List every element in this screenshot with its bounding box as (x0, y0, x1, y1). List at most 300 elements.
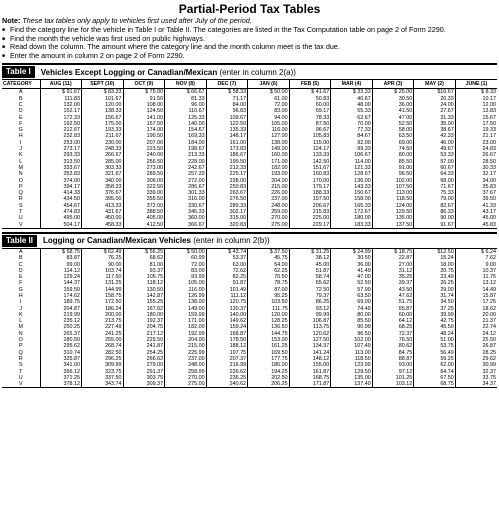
tax-amount-cell: 323.75 (82, 369, 124, 375)
tax-amount-cell: 95.25 (248, 293, 290, 299)
tax-amount-cell: 15.87 (455, 293, 497, 299)
tax-amount-cell: 157.50 (123, 121, 165, 127)
tax-amount-cell: 268.74 (82, 343, 124, 349)
tax-amount-cell: 388.50 (123, 209, 165, 215)
tax-amount-cell: 253.00 (40, 140, 82, 146)
tax-amount-cell: 180.00 (123, 312, 165, 318)
tax-amount-cell: 159.24 (206, 324, 248, 330)
tax-amount-cell: 184.00 (165, 140, 207, 146)
category-cell: N (18, 171, 23, 178)
tax-amount-cell: 69.17 (289, 108, 331, 114)
tax-amount-cell: 103.12 (372, 381, 414, 388)
tax-amount-cell: 22.87 (372, 255, 414, 261)
tax-amount-cell: 57.00 (414, 159, 456, 165)
tax-amount-cell: 15.67 (455, 115, 497, 121)
tax-amount-cell: 116.00 (165, 287, 207, 293)
tax-amount-cell: 24.83 (455, 146, 497, 152)
tax-amount-cell: 83.87 (40, 255, 82, 261)
tax-amount-cell: 94.00 (248, 115, 290, 121)
tax-amount-cell: 60.00 (372, 312, 414, 318)
tax-amount-cell: 120.00 (82, 102, 124, 108)
category-cell: U (18, 215, 23, 222)
tax-amount-cell: 20.00 (455, 312, 497, 318)
tax-amount-cell: 168.75 (289, 375, 331, 381)
tax-amount-cell: 21.37 (455, 318, 497, 324)
tax-amount-cell: 103.50 (248, 299, 290, 305)
tax-amount-cell: 36.00 (372, 102, 414, 108)
tax-amount-cell: 366.67 (165, 222, 207, 229)
category-cell: G (18, 127, 23, 134)
tax-amount-cell: 355.50 (123, 196, 165, 202)
tax-amount-cell: 248.00 (165, 362, 207, 368)
tax-amount-cell: 454.67 (40, 203, 82, 209)
tax-amount-cell: 255.00 (82, 337, 124, 343)
tax-amount-cell: 99.33 (331, 146, 373, 152)
category-cell: S (18, 202, 23, 209)
tax-amount-cell: $ 91.67 (40, 89, 82, 96)
tax-amount-cell: 23.00 (455, 140, 497, 146)
tax-amount-cell: 258.99 (165, 369, 207, 375)
tax-amount-cell: 113.00 (331, 350, 373, 356)
tax-amount-cell: 204.75 (123, 324, 165, 330)
instruction-item: ■ Find the month the vehicle was first used on public highways. (2, 35, 497, 44)
tax-amount-cell: 200.00 (82, 312, 124, 318)
tax-amount-cell: 360.00 (165, 215, 207, 221)
table2-subtitle: (enter in column 2(b)) (191, 236, 270, 246)
tax-amount-cell: 257.33 (165, 171, 207, 177)
tax-amount-cell: 79.37 (289, 293, 331, 299)
table1-body (2, 89, 497, 229)
tax-amount-cell: 135.00 (372, 215, 414, 221)
category-cell: N (18, 330, 23, 337)
tax-amount-cell: $ 41.67 (289, 89, 331, 96)
tax-amount-cell: 306.00 (123, 178, 165, 184)
month-header: SEPT (10) (82, 80, 124, 89)
tax-amount-cell: 74.50 (372, 146, 414, 152)
tax-amount-cell: 182.00 (165, 324, 207, 330)
category-cell: G (18, 286, 23, 293)
tax-amount-cell: 71.17 (206, 96, 248, 102)
tax-amount-cell: 84.00 (206, 102, 248, 108)
tax-amount-cell: 136.50 (248, 324, 290, 330)
month-header: FEB (5) (289, 80, 331, 89)
tax-amount-cell: 85.50 (331, 318, 373, 324)
tax-amount-cell: 356.12 (40, 369, 82, 375)
tax-amount-cell: 35.25 (372, 274, 414, 280)
tax-amount-cell: 96.50 (331, 331, 373, 337)
tax-amount-cell: 128.67 (331, 171, 373, 177)
instruction-item: ■ Enter the amount in column 2 on page 2 of Form 2290. (2, 52, 497, 61)
tax-amount-cell: 81.33 (165, 96, 207, 102)
tax-amount-cell: 310.74 (40, 350, 82, 356)
tax-amount-cell: 495.00 (40, 215, 82, 221)
category-header: CATEGORY (2, 80, 40, 89)
tax-amount-cell: 41.50 (372, 108, 414, 114)
tax-amount-cell: 152.17 (40, 108, 82, 114)
tax-amount-cell: 90.99 (331, 324, 373, 330)
tax-amount-cell: 248.00 (248, 203, 290, 209)
tax-amount-cell: 69.00 (331, 299, 373, 305)
tax-amount-cell: 42.33 (414, 133, 456, 139)
tax-amount-cell: 72.37 (372, 331, 414, 337)
tax-amount-cell: 353.83 (40, 171, 82, 177)
tax-amount-cell: 133.33 (289, 152, 331, 158)
tax-amount-cell: 70.00 (331, 121, 373, 127)
tax-amount-cell: 109.67 (206, 115, 248, 121)
tax-amount-cell: 49.67 (414, 146, 456, 152)
tax-amount-cell: 93.37 (123, 268, 165, 274)
tax-amount-cell: $ 25.00 (372, 89, 414, 96)
tax-amount-cell: 144.37 (40, 280, 82, 286)
tax-amount-cell: 131.25 (82, 280, 124, 286)
tax-amount-cell: 315.00 (206, 215, 248, 221)
instruction-item: ■ Find the category line for the vehicle in Table I or Table II. The categories are listed in the Tax Computation table on page 2 of Form 2290. (2, 26, 497, 35)
tax-amount-cell: 129.50 (372, 209, 414, 215)
tax-amount-cell: 82.67 (414, 203, 456, 209)
tax-amount-cell: 121.33 (331, 165, 373, 171)
tax-amount-cell: 27.67 (414, 108, 456, 114)
table1-label: Table I (2, 66, 35, 78)
tax-amount-cell: 159.99 (165, 312, 207, 318)
tax-amount-cell: 144.75 (248, 331, 290, 337)
tax-amount-cell: 161.00 (206, 140, 248, 146)
tax-amount-cell: 270.00 (248, 215, 290, 221)
tax-amount-cell: 13.83 (455, 108, 497, 114)
tax-amount-cell: 45.00 (289, 262, 331, 268)
tax-amount-cell: 206.67 (289, 203, 331, 209)
tax-amount-cell: 41.49 (331, 268, 373, 274)
tax-amount-cell: 70.50 (248, 274, 290, 280)
tax-amount-cell: 26.67 (455, 152, 497, 158)
table1-title: Vehicles Except Logging or Canadian/Mexican (40, 67, 218, 77)
category-cell: P (18, 183, 23, 190)
tax-amount-cell: 148.17 (206, 133, 248, 139)
tax-amount-cell: $ 43.74 (206, 249, 248, 255)
tax-amount-cell: 376.67 (82, 190, 124, 196)
tax-amount-cell: 250.83 (206, 184, 248, 190)
tax-amount-cell: 37.67 (455, 190, 497, 196)
tax-amount-cell: 140.00 (165, 121, 207, 127)
tax-amount-cell: 116.00 (248, 127, 290, 133)
tax-amount-cell: 190.50 (123, 133, 165, 139)
tax-amount-cell: 340.00 (82, 178, 124, 184)
tax-amount-cell: 149.62 (206, 318, 248, 324)
tax-amount-cell: 240.00 (123, 152, 165, 158)
tax-amount-cell: $ 56.25 (123, 249, 165, 255)
tax-amount-cell: 53.37 (206, 255, 248, 261)
tax-amount-cell: 11.75 (455, 274, 497, 280)
category-cell: H (18, 292, 23, 299)
tax-amount-cell: 188.33 (289, 190, 331, 196)
tax-amount-cell: 414.33 (40, 190, 82, 196)
tax-amount-cell: 280.50 (40, 337, 82, 343)
category-cell: J (19, 305, 23, 312)
tax-amount-cell: 96.00 (165, 102, 207, 108)
table2 (2, 249, 497, 389)
tax-amount-cell: 168.87 (206, 331, 248, 337)
tax-amount-cell: 161.87 (289, 369, 331, 375)
note (2, 16, 497, 25)
tax-amount-cell: 320.83 (206, 222, 248, 229)
tax-amount-cell: 237.00 (165, 356, 207, 362)
tax-amount-cell: $ 18.75 (372, 249, 414, 255)
tax-amount-cell: 170.00 (289, 178, 331, 184)
tax-amount-cell: 143.33 (331, 184, 373, 190)
tax-amount-cell: 173.83 (206, 146, 248, 152)
tax-amount-cell: 55.87 (372, 306, 414, 312)
tax-amount-cell: 130.37 (206, 306, 248, 312)
tax-amount-cell: 24.00 (414, 102, 456, 108)
category-cell: L (19, 158, 23, 165)
tax-amount-cell: 21.17 (455, 133, 497, 139)
tax-amount-cell: 225.17 (206, 171, 248, 177)
tax-amount-cell: 101.49 (206, 287, 248, 293)
tax-amount-cell: 206.25 (248, 381, 290, 388)
month-header: OCT (9) (123, 80, 165, 89)
tax-amount-cell: 180.00 (331, 215, 373, 221)
tax-amount-cell: 189.75 (40, 299, 82, 305)
tax-amount-cell: 28.25 (455, 350, 497, 356)
tax-amount-cell: 45.75 (248, 255, 290, 261)
table1 (2, 80, 497, 229)
tax-amount-cell: 102.00 (372, 178, 414, 184)
tax-amount-cell: 167.62 (123, 306, 165, 312)
tax-amount-cell: $ 83.33 (82, 89, 124, 96)
tax-amount-cell: $ 33.33 (331, 89, 373, 96)
category-cell: F (19, 280, 23, 287)
tax-amount-cell: 47.00 (331, 274, 373, 280)
tax-amount-cell: 47.62 (372, 293, 414, 299)
tax-amount-cell: $ 68.75 (40, 249, 82, 255)
tax-amount-cell: 134.37 (289, 343, 331, 349)
category-cell: Q (18, 190, 23, 197)
tax-amount-cell: 259.00 (248, 209, 290, 215)
tax-amount-cell: 20.75 (414, 268, 456, 274)
tax-amount-cell: 39.50 (455, 196, 497, 202)
tax-amount-cell: 45.50 (414, 324, 456, 330)
tax-amount-cell: 160.00 (248, 152, 290, 158)
tax-amount-cell: 153.00 (248, 337, 290, 343)
tax-amount-cell: 138.00 (165, 299, 207, 305)
tax-amount-cell: 202.50 (248, 375, 290, 381)
tax-amount-cell: $12.50 (414, 249, 456, 255)
tax-amount-cell: 86.33 (414, 209, 456, 215)
tax-amount-cell: 42.75 (414, 318, 456, 324)
category-cell: U (18, 374, 23, 381)
table2-label: Table II (2, 235, 37, 247)
tax-amount-cell: $ 58.33 (206, 89, 248, 96)
tax-amount-cell: 213.75 (82, 318, 124, 324)
tax-amount-cell: 82.25 (206, 274, 248, 280)
tax-amount-cell: 192.37 (123, 318, 165, 324)
tax-amount-cell: 76.50 (372, 337, 414, 343)
tax-amount-cell: 193.00 (248, 171, 290, 177)
tax-amount-cell: 13.12 (455, 280, 497, 286)
tax-amount-cell: 130.50 (123, 287, 165, 293)
tax-amount-cell: 24.12 (455, 331, 497, 337)
tax-amount-cell: 12.00 (455, 102, 497, 108)
tax-amount-cell: 256.50 (123, 159, 165, 165)
tax-amount-cell: 118.12 (123, 280, 165, 286)
tax-amount-cell: 186.00 (248, 362, 290, 368)
tax-amount-cell: 216.99 (206, 362, 248, 368)
tax-amount-cell: 182.00 (248, 165, 290, 171)
tax-amount-cell: 14.49 (455, 287, 497, 293)
category-cell: B (18, 255, 23, 262)
tax-amount-cell: 151.67 (289, 165, 331, 171)
category-cell: O (18, 177, 23, 184)
category-cell: J (19, 146, 23, 153)
tax-amount-cell: 325.87 (40, 356, 82, 362)
tax-amount-cell: 193.33 (82, 127, 124, 133)
tax-amount-cell: 93.12 (289, 306, 331, 312)
tax-amount-cell: 72.50 (289, 287, 331, 293)
tax-amount-cell: 242.67 (165, 165, 207, 171)
category-cell: M (18, 324, 23, 331)
tax-amount-cell: 17.50 (455, 121, 497, 127)
tax-amount-cell: 171.00 (165, 318, 207, 324)
tax-amount-cell: 39.99 (414, 312, 456, 318)
tax-amount-cell: 92.00 (331, 140, 373, 146)
tax-amount-cell: 60.67 (414, 165, 456, 171)
tax-amount-cell: 68.00 (414, 178, 456, 184)
tax-amount-cell: 129.24 (40, 274, 82, 280)
tax-amount-cell: 155.25 (123, 299, 165, 305)
note-label: Note: (2, 16, 21, 25)
tax-amount-cell: 102.00 (331, 337, 373, 343)
tax-amount-cell: 29.00 (414, 287, 456, 293)
tax-amount-cell: 223.50 (123, 146, 165, 152)
tax-amount-cell: 171.00 (248, 159, 290, 165)
tax-amount-cell: 309.37 (123, 381, 165, 388)
category-cell: B (18, 95, 23, 102)
tax-amount-cell: 207.00 (123, 140, 165, 146)
tax-amount-cell: 127.50 (289, 337, 331, 343)
tax-amount-cell: $ 6.24 (455, 249, 497, 255)
tax-amount-cell: 96.83 (206, 108, 248, 114)
tax-amount-cell: 78.33 (289, 115, 331, 121)
tax-amount-cell: 228.00 (165, 159, 207, 165)
tax-amount-cell: 238.00 (206, 178, 248, 184)
tax-amount-cell: 51.00 (414, 337, 456, 343)
tax-amount-cell: 35.83 (455, 184, 497, 190)
tax-amount-cell: 372.00 (123, 203, 165, 209)
tax-amount-cell: 81.00 (123, 262, 165, 268)
tax-amount-cell: 172.33 (40, 115, 82, 121)
tax-amount-cell: $16.67 (414, 89, 456, 96)
tax-amount-cell: 270.00 (165, 375, 207, 381)
tax-amount-cell: 333.67 (40, 165, 82, 171)
tax-amount-cell: 169.33 (165, 133, 207, 139)
tax-amount-cell: 30.33 (455, 165, 497, 171)
tax-amount-cell: 15.24 (414, 255, 456, 261)
tax-amount-cell: 156.67 (82, 115, 124, 121)
tax-amount-cell: 22.74 (455, 324, 497, 330)
category-cell: D (18, 108, 23, 115)
tax-amount-cell: 90.00 (82, 262, 124, 268)
tax-amount-cell: 57.99 (331, 287, 373, 293)
tax-amount-cell: 160.83 (289, 171, 331, 177)
tax-amount-cell: 87.50 (289, 121, 331, 127)
category-cell: A (18, 248, 23, 255)
table2-body (2, 249, 497, 388)
tax-amount-cell: 63.50 (331, 293, 373, 299)
tax-amount-cell: $ 24.99 (331, 249, 373, 255)
tax-amount-cell: 129.50 (331, 369, 373, 375)
tax-amount-cell: 99.00 (40, 262, 82, 268)
tax-amount-cell: 72.00 (165, 262, 207, 268)
category-cell: A (18, 89, 23, 96)
tax-amount-cell: 126.99 (165, 293, 207, 299)
tax-amount-cell: 114.00 (331, 159, 373, 165)
category-cell: R (18, 355, 23, 362)
tax-amount-cell: 266.67 (82, 152, 124, 158)
tax-amount-cell: 322.50 (123, 184, 165, 190)
tax-amount-cell: 204.00 (248, 178, 290, 184)
tax-amount-cell: 225.00 (289, 215, 331, 221)
tax-amount-cell: 265.37 (40, 331, 82, 337)
tax-amount-cell: 302.17 (206, 209, 248, 215)
tax-amount-cell: $ 31.25 (289, 249, 331, 255)
tax-amount-cell: $ 50.00 (165, 249, 207, 255)
tax-amount-cell: 378.12 (40, 381, 82, 388)
tax-amount-cell: 78.75 (248, 280, 290, 286)
tax-amount-cell: 149.00 (248, 146, 290, 152)
tax-amount-cell: 117.50 (82, 274, 124, 280)
tax-amount-cell: 358.33 (82, 184, 124, 190)
category-cell: S (18, 362, 23, 369)
category-cell: V (2, 381, 40, 388)
tax-amount-cell: 474.83 (40, 209, 82, 215)
tax-amount-cell: 431.67 (82, 209, 124, 215)
tax-amount-cell: 58.00 (372, 127, 414, 133)
tax-amount-cell: 52.50 (331, 280, 373, 286)
tax-amount-cell: 122.50 (206, 121, 248, 127)
tax-amount-cell: 83.00 (248, 108, 290, 114)
tax-amount-cell: 60.00 (289, 102, 331, 108)
tax-amount-cell: 192.50 (40, 121, 82, 127)
category-cell: H (18, 133, 23, 140)
tax-amount-cell: 149.00 (165, 306, 207, 312)
tax-amount-cell: 80.00 (372, 152, 414, 158)
tax-amount-cell: 124.17 (289, 146, 331, 152)
table1-header-row (2, 80, 497, 89)
tax-amount-cell: 83.00 (165, 268, 207, 274)
tax-amount-cell: 241.25 (82, 331, 124, 337)
tax-amount-cell: 20.33 (414, 96, 456, 102)
tax-amount-cell: 241.87 (123, 343, 165, 349)
tax-amount-cell: 30.50 (331, 255, 373, 261)
tax-amount-cell: 64.33 (414, 171, 456, 177)
tax-amount-cell: 213.33 (165, 152, 207, 158)
tax-amount-cell: 135.33 (206, 127, 248, 133)
tax-amount-cell: 9.00 (455, 262, 497, 268)
tax-amount-cell: 31.74 (414, 293, 456, 299)
tax-amount-cell: 186.24 (82, 306, 124, 312)
category-cell: V (2, 222, 40, 229)
tax-amount-cell: 60.99 (165, 255, 207, 261)
tax-amount-cell: 91.00 (372, 165, 414, 171)
category-cell: K (18, 311, 23, 318)
tax-amount-cell: 32.17 (455, 171, 497, 177)
tax-amount-cell: 65.62 (289, 280, 331, 286)
category-cell: Q (18, 349, 23, 356)
tax-amount-cell: 303.33 (82, 165, 124, 171)
tax-amount-cell: 272.00 (165, 178, 207, 184)
month-header: JAN (6) (248, 80, 290, 89)
tax-amount-cell: 97.12 (372, 369, 414, 375)
tax-amount-cell: 75.33 (414, 190, 456, 196)
